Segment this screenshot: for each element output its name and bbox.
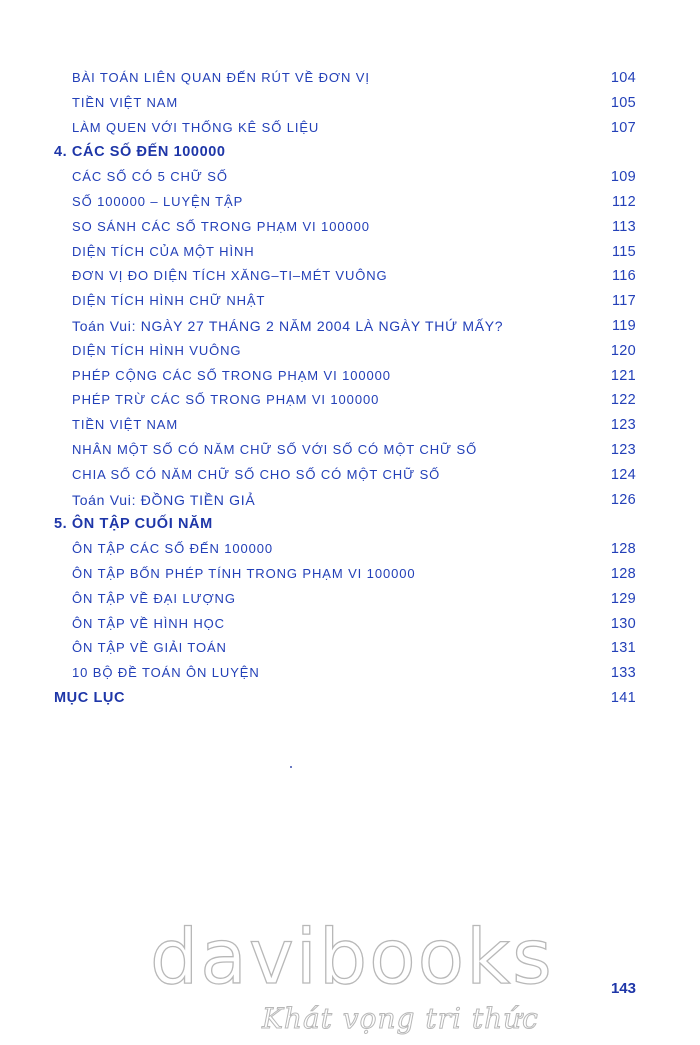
toc-entry-title: CHIA SỐ CÓ NĂM CHỮ SỐ CHO SỐ CÓ MỘT CHỮ SỐ bbox=[72, 466, 441, 482]
toc-entry-page: 122 bbox=[610, 392, 636, 409]
toc-section-heading bbox=[0, 140, 700, 165]
toc-entry bbox=[0, 438, 700, 463]
toc-entry-title: Toán Vui: NGÀY 27 THÁNG 2 NĂM 2004 LÀ NGÀY THỨ MẤY? bbox=[72, 317, 504, 334]
toc-entry-title: CÁC SỐ CÓ 5 CHỮ SỐ bbox=[72, 169, 228, 185]
toc-entry-title: ĐƠN VỊ ĐO DIỆN TÍCH XĂNG–TI–MÉT VUÔNG bbox=[72, 268, 388, 284]
toc-entry bbox=[0, 339, 700, 364]
toc-entry-title: SỐ 100000 – LUYỆN TẬP bbox=[72, 193, 244, 209]
toc-entry bbox=[0, 264, 700, 289]
toc-section-heading bbox=[0, 686, 700, 711]
toc-entry-page: 113 bbox=[611, 218, 636, 235]
toc-entry-title: ÔN TẬP VỀ HÌNH HỌC bbox=[72, 615, 225, 631]
toc-entry bbox=[0, 463, 700, 488]
toc-entry-title: 4. CÁC SỐ ĐẾN 100000 bbox=[54, 144, 226, 161]
toc-entry-page: 133 bbox=[610, 665, 636, 682]
toc-entry-title: ÔN TẬP BỐN PHÉP TÍNH TRONG PHẠM VI 100000 bbox=[72, 565, 416, 581]
toc-entry-page: 120 bbox=[610, 342, 636, 359]
toc-entry bbox=[0, 116, 700, 141]
toc-entry bbox=[0, 661, 700, 686]
toc-entry-title: ÔN TẬP VỀ ĐẠI LƯỢNG bbox=[72, 590, 236, 606]
toc-entry-title: 5. ÔN TẬP CUỐI NĂM bbox=[54, 516, 213, 533]
toc-entry bbox=[0, 215, 700, 240]
toc-entry-page: 109 bbox=[610, 169, 636, 186]
toc-entry bbox=[0, 165, 700, 190]
toc-section-heading bbox=[0, 512, 700, 537]
toc-entry-title: Toán Vui: ĐỒNG TIỀN GIẢ bbox=[72, 491, 256, 508]
toc-entry-title: DIỆN TÍCH CỦA MỘT HÌNH bbox=[72, 243, 255, 259]
toc-entry-title: MỤC LỤC bbox=[54, 689, 126, 706]
toc-entry bbox=[0, 488, 700, 513]
toc-entry-page: 112 bbox=[611, 193, 636, 210]
toc-entry bbox=[0, 240, 700, 265]
watermark-slogan: Khát vọng tri thức bbox=[262, 1002, 539, 1035]
toc-entry-page: 104 bbox=[610, 70, 636, 86]
toc-entry-title: ÔN TẬP VỀ GIẢI TOÁN bbox=[72, 640, 227, 656]
toc-entry bbox=[0, 636, 700, 661]
toc-entry-page: 128 bbox=[610, 541, 636, 558]
toc-entry-page: 129 bbox=[610, 590, 636, 607]
toc-entry-page: 115 bbox=[611, 243, 636, 260]
table-of-contents bbox=[0, 66, 700, 711]
toc-entry-title: ÔN TẬP CÁC SỐ ĐẾN 100000 bbox=[72, 541, 274, 557]
toc-entry-page: 105 bbox=[610, 94, 636, 111]
toc-entry bbox=[0, 562, 700, 587]
toc-entry bbox=[0, 413, 700, 438]
toc-entry-page: 117 bbox=[611, 293, 636, 310]
toc-entry-page: 116 bbox=[611, 268, 636, 285]
toc-entry bbox=[0, 364, 700, 389]
toc-entry-title: BÀI TOÁN LIÊN QUAN ĐẾN RÚT VỀ ĐƠN VỊ bbox=[72, 70, 370, 85]
toc-entry bbox=[0, 587, 700, 612]
toc-entry-page: 141 bbox=[610, 689, 636, 706]
toc-entry-page: 130 bbox=[610, 615, 636, 632]
toc-entry-title: PHÉP CỘNG CÁC SỐ TRONG PHẠM VI 100000 bbox=[72, 367, 391, 383]
page-number: 143 bbox=[610, 980, 636, 997]
toc-entry bbox=[0, 91, 700, 116]
watermark-brand: davibooks bbox=[150, 912, 554, 1001]
toc-entry bbox=[0, 190, 700, 215]
toc-entry-page: 123 bbox=[610, 441, 636, 458]
toc-entry-page: 128 bbox=[610, 565, 636, 582]
toc-entry bbox=[0, 66, 700, 91]
toc-entry-title: TIỀN VIỆT NAM bbox=[72, 94, 179, 110]
toc-entry bbox=[0, 612, 700, 637]
toc-entry-page: 107 bbox=[610, 119, 636, 136]
toc-entry-title: SO SÁNH CÁC SỐ TRONG PHẠM VI 100000 bbox=[72, 218, 370, 234]
toc-entry bbox=[0, 314, 700, 339]
scan-speck bbox=[290, 766, 292, 768]
toc-entry-title: LÀM QUEN VỚI THỐNG KÊ SỐ LIỆU bbox=[72, 119, 320, 135]
toc-entry bbox=[0, 289, 700, 314]
toc-entry-page: 124 bbox=[610, 466, 636, 483]
toc-entry-title: NHÂN MỘT SỐ CÓ NĂM CHỮ SỐ VỚI SỐ CÓ MỘT CHỮ SỐ bbox=[72, 441, 478, 457]
toc-entry-title: DIỆN TÍCH HÌNH VUÔNG bbox=[72, 342, 242, 358]
toc-entry bbox=[0, 537, 700, 562]
toc-entry-page: 123 bbox=[610, 417, 636, 434]
toc-entry-title: TIỀN VIỆT NAM bbox=[72, 417, 179, 433]
toc-entry-page: 126 bbox=[610, 491, 636, 508]
toc-entry-page: 121 bbox=[610, 367, 636, 384]
toc-entry bbox=[0, 388, 700, 413]
toc-entry-title: PHÉP TRỪ CÁC SỐ TRONG PHẠM VI 100000 bbox=[72, 392, 380, 408]
toc-entry-title: DIỆN TÍCH HÌNH CHỮ NHẬT bbox=[72, 293, 266, 309]
toc-entry-page: 131 bbox=[610, 640, 636, 657]
toc-entry-page: 119 bbox=[611, 317, 636, 334]
toc-entry-title: 10 BỘ ĐỀ TOÁN ÔN LUYỆN bbox=[72, 665, 260, 681]
